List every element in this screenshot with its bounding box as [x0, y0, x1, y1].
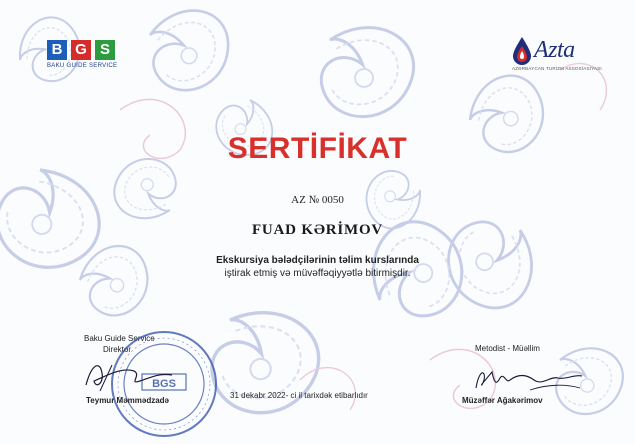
recipient-name: FUAD KƏRİMOV	[251, 222, 384, 238]
certificate-title: SERTİFİKAT	[227, 132, 408, 165]
azta-tagline: AZƏRBAYCAN TURİZM ASSOSİASİYASI	[512, 66, 602, 71]
azta-logo	[509, 36, 602, 78]
right-signatory-name: Müzəffər Ağakərimov	[462, 396, 543, 405]
right-signature	[470, 362, 585, 394]
left-signatory-name: Teymur Məmmədzadə	[86, 396, 169, 405]
bgs-letter-g: G	[71, 40, 91, 60]
bgs-tagline: BAKU GUIDE SERVICE	[47, 63, 118, 69]
bgs-letter-s: S	[95, 40, 115, 60]
left-organization: Baku Guide Service	[84, 334, 155, 343]
left-signature	[82, 355, 177, 395]
azta-drop-icon	[511, 36, 533, 66]
validity-date: 31 dekabr 2022- ci il tarixdək etibarlıdır	[230, 391, 368, 400]
certificate-text-line2: iştirak etmiş və müvəffəqiyyətlə bitirmişdir.	[224, 268, 411, 279]
left-role: Direktor	[103, 345, 132, 354]
bgs-letter-b: B	[47, 40, 67, 60]
certificate-text-line1: Ekskursiya bələdçilərinin təlim kurslarında	[216, 255, 419, 266]
stamp-text: BGS	[152, 378, 176, 390]
right-role: Metodist - Müəllim	[475, 344, 540, 353]
bgs-logo	[47, 40, 127, 78]
azta-wordmark: Azta	[534, 37, 575, 63]
certificate-number: AZ № 0050	[291, 194, 344, 206]
